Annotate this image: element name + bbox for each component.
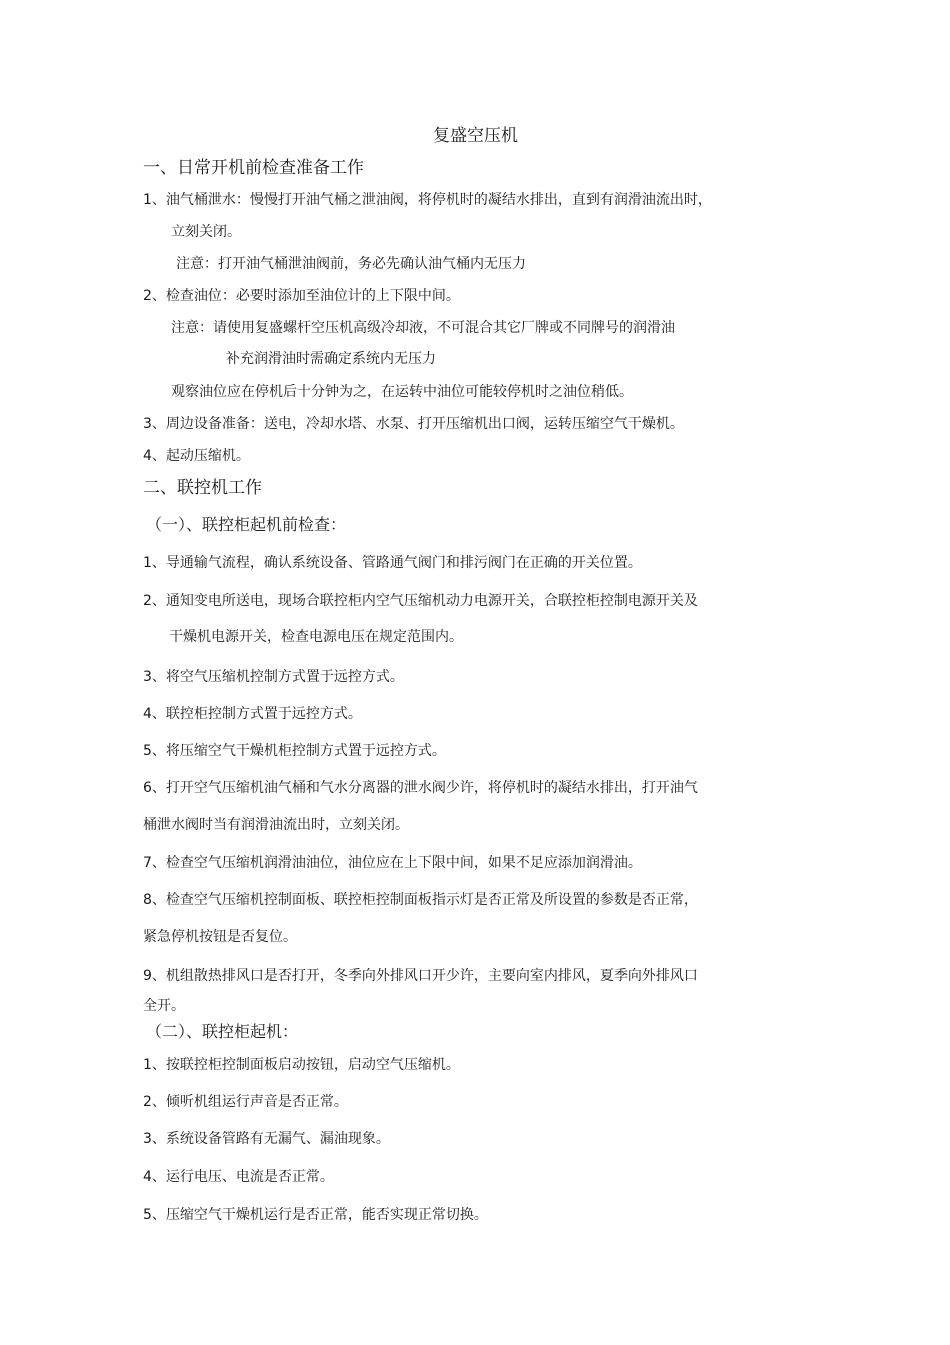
section-heading-1: 一、日常开机前检查准备工作 <box>143 158 364 178</box>
list-item: 紧急停机按钮是否复位。 <box>143 929 297 945</box>
list-item: 桶泄水阀时当有润滑油流出时，立刻关闭。 <box>143 817 409 833</box>
list-item: 全开。 <box>143 998 185 1014</box>
document-title: 复盛空压机 <box>433 126 518 146</box>
paragraph-line: 立刻关闭。 <box>171 224 241 240</box>
paragraph-line: 2、检查油位：必要时添加至油位计的上下限中间。 <box>143 288 460 304</box>
note-line: 注意：打开油气桶泄油阀前，务必先确认油气桶内无压力 <box>176 256 526 272</box>
list-item: 3、系统设备管路有无漏气、漏油现象。 <box>143 1131 390 1147</box>
paragraph-line: 1、油气桶泄水：慢慢打开油气桶之泄油阀，将停机时的凝结水排出，直到有润滑油流出时， <box>143 192 712 208</box>
list-item: 4、运行电压、电流是否正常。 <box>143 1169 334 1185</box>
section-heading-2: 二、联控机工作 <box>143 478 262 498</box>
list-item: 1、导通输气流程，确认系统设备、管路通气阀门和排污阀门在正确的开关位置。 <box>143 555 642 571</box>
list-item: 2、通知变电所送电，现场合联控柜内空气压缩机动力电源开关，合联控柜控制电源开关及 <box>143 593 698 609</box>
paragraph-line: 观察油位应在停机后十分钟为之，在运转中油位可能较停机时之油位稍低。 <box>171 384 633 400</box>
list-item: 9、机组散热排风口是否打开，冬季向外排风口开少许，主要向室内排风，夏季向外排风口 <box>143 968 698 984</box>
list-item: 2、倾听机组运行声音是否正常。 <box>143 1094 348 1110</box>
list-item: 5、将压缩空气干燥机柜控制方式置于远控方式。 <box>143 743 446 759</box>
subsection-heading-2: （二）、联控柜起机： <box>146 1022 299 1041</box>
list-item: 4、联控柜控制方式置于远控方式。 <box>143 706 362 722</box>
list-item: 7、检查空气压缩机润滑油油位，油位应在上下限中间，如果不足应添加润滑油。 <box>143 855 642 871</box>
paragraph-line: 4、起动压缩机。 <box>143 448 250 464</box>
list-item: 干燥机电源开关，检查电源电压在规定范围内。 <box>169 629 463 645</box>
note-line: 注意：请使用复盛螺杆空压机高级冷却液，不可混合其它厂牌或不同牌号的润滑油 <box>171 320 675 336</box>
list-item: 6、打开空气压缩机油气桶和气水分离器的泄水阀少许，将停机时的凝结水排出，打开油气 <box>143 780 698 796</box>
list-item: 5、压缩空气干燥机运行是否正常，能否实现正常切换。 <box>143 1207 488 1223</box>
list-item: 1、按联控柜控制面板启动按钮，启动空气压缩机。 <box>143 1057 460 1073</box>
list-item: 3、将空气压缩机控制方式置于远控方式。 <box>143 669 404 685</box>
list-item: 8、检查空气压缩机控制面板、联控柜控制面板指示灯是否正常及所设置的参数是否正常， <box>143 892 698 908</box>
paragraph-line: 3、周边设备准备：送电，冷却水塔、水泵、打开压缩机出口阀，运转压缩空气干燥机。 <box>143 416 684 432</box>
subsection-heading-1: （一）、联控柜起机前检查： <box>146 515 347 534</box>
note-line: 补充润滑油时需确定系统内无压力 <box>226 351 436 367</box>
